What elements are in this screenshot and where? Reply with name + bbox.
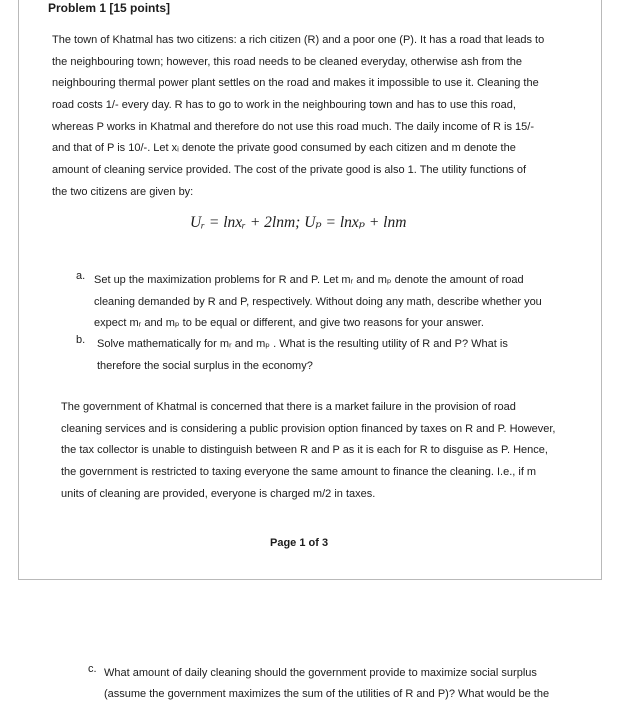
- intro-paragraph: [52, 30, 544, 204]
- item-a-line: cleaning demanded by R and P, respectively. Without doing any math, describe whether you: [94, 295, 542, 308]
- item-b-line: Solve mathematically for mᵣ and mₚ . What is the resulting utility of R and P? What is: [97, 338, 508, 350]
- item-b-text: [97, 334, 508, 377]
- intro-line: the neighbouring town; however, this road needs to be cleaned everyday, otherwise ash from the: [52, 55, 523, 68]
- item-b-line: therefore the social surplus in the economy?: [97, 359, 313, 372]
- item-a-line: expect mᵣ and mₚ to be equal or different, and give two reasons for your answer.: [94, 317, 484, 330]
- govt-line: the government is restricted to taxing everyone the same amount to finance the cleaning. I.e., if m: [61, 466, 537, 479]
- item-b-label: b.: [76, 334, 86, 346]
- page-number: Page 1 of 3: [270, 537, 329, 549]
- utility-formula: Uᵣ = lnxᵣ + 2lnm; Uₚ = lnxₚ + lnm: [190, 214, 407, 231]
- item-a-label: a.: [76, 270, 86, 282]
- item-c-label: c.: [88, 663, 97, 675]
- govt-line: the tax collector is unable to distinguish between R and P as it is each for R to disguise as P. Hence,: [61, 444, 548, 457]
- intro-line: The town of Khatmal has two citizens: a rich citizen (R) and a poor one (P). It has a road that leads to: [52, 34, 545, 46]
- intro-line: road costs 1/- every day. R has to go to work in the neighbouring town and has to use this road,: [52, 99, 516, 112]
- intro-line: neighbouring thermal power plant settles on the road and makes it impossible to use it. Cleaning the: [52, 77, 539, 90]
- item-c-text: [104, 663, 549, 705]
- problem-heading: Problem 1 [15 points]: [48, 1, 171, 15]
- page-frame-bottom: [18, 579, 602, 580]
- intro-line: and that of P is 10/-. Let xᵢ denote the private good consumed by each citizen and m denote the: [52, 142, 516, 155]
- item-a-line: Set up the maximization problems for R and P. Let mᵣ and mₚ denote the amount of road: [94, 274, 524, 286]
- page-frame-right: [601, 0, 602, 580]
- govt-line: units of cleaning are provided, everyone is charged m/2 in taxes.: [61, 487, 376, 500]
- page-frame-left: [18, 0, 19, 580]
- intro-line: whereas P works in Khatmal and therefore do not use this road much. The daily income of R is 15/-: [52, 120, 535, 133]
- govt-line: The government of Khatmal is concerned that there is a market failure in the provision of road: [61, 401, 516, 413]
- item-c-line: What amount of daily cleaning should the government provide to maximize social surplus: [104, 667, 537, 679]
- intro-line: the two citizens are given by:: [52, 185, 194, 198]
- intro-line: amount of cleaning service provided. The cost of the private good is also 1. The utility functions of: [52, 164, 527, 177]
- item-a-text: [94, 270, 542, 335]
- govt-line: cleaning services and is considering a public provision option financed by taxes on R and P. However,: [61, 422, 556, 435]
- item-c-line: (assume the government maximizes the sum of the utilities of R and P)? What would be the: [104, 688, 550, 700]
- government-paragraph: [61, 397, 555, 505]
